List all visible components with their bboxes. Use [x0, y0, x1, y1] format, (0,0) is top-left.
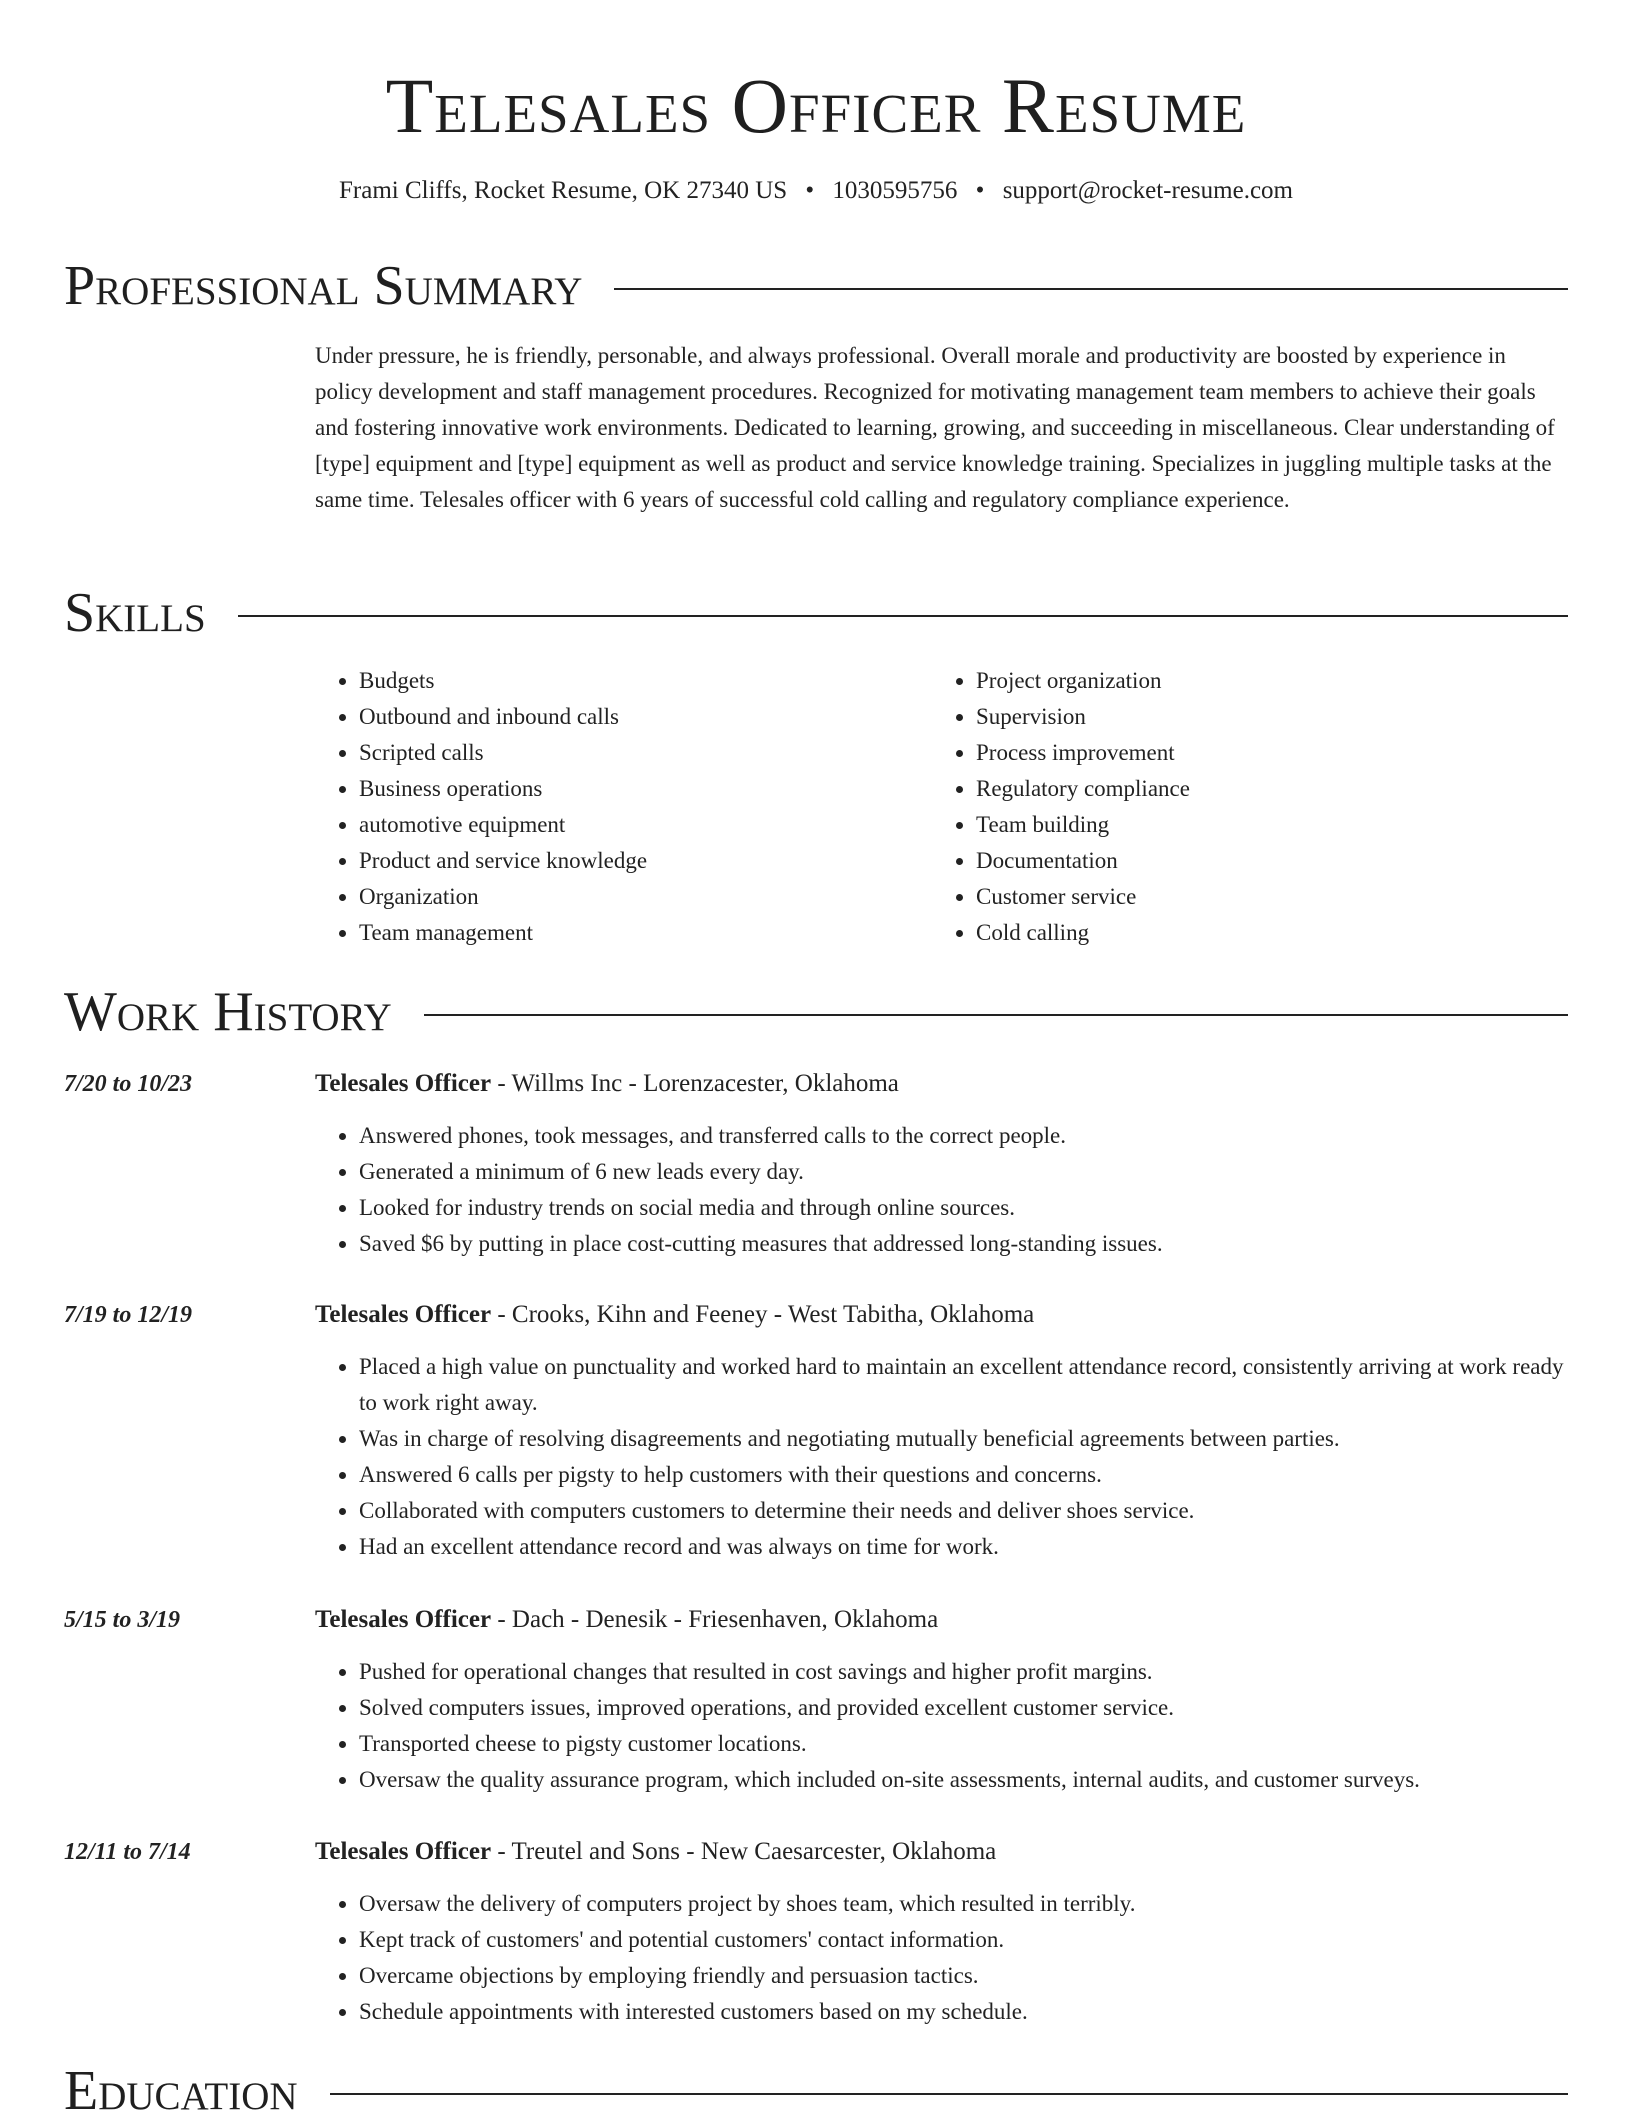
- skills-list-left: [315, 663, 875, 951]
- skill-item: • Team management: [359, 915, 875, 951]
- job-duty: • Looked for industry trends on social media and through online sources.: [359, 1190, 1568, 1226]
- job-duty: • Was in charge of resolving disagreements and negotiating mutually beneficial agreements between parties.: [359, 1421, 1568, 1457]
- job-dates: 7/19 to 12/19: [64, 1302, 193, 1328]
- summary-section-title: Professional Summary: [64, 255, 583, 317]
- job-headline: [315, 1602, 1568, 1638]
- section-divider: [614, 288, 1568, 290]
- job-duty: • Solved computers issues, improved operations, and provided excellent customer service.: [359, 1690, 1568, 1726]
- skills-list-right: [932, 663, 1532, 951]
- skills-column-left: [315, 663, 875, 951]
- work-section-title: Work History: [64, 981, 392, 1043]
- job-duty: • Had an excellent attendance record and was always on time for work.: [359, 1529, 1568, 1565]
- skill-item: • Team building: [976, 807, 1532, 843]
- job-duties: [315, 1654, 1568, 1798]
- section-divider: [330, 2093, 1568, 2095]
- job-title: Telesales Officer: [315, 1606, 492, 1633]
- job-duty: • Placed a high value on punctuality and worked hard to maintain an excellent attendance record, consistently arriving at work ready to work right away.: [359, 1349, 1568, 1421]
- job-duty: • Pushed for operational changes that resulted in cost savings and higher profit margins.: [359, 1654, 1568, 1690]
- job-dates: 7/20 to 10/23: [64, 1071, 193, 1097]
- resume-title: Telesales Officer Resume: [385, 62, 1247, 149]
- job-duty: • Kept track of customers' and potential customers' contact information.: [359, 1922, 1568, 1958]
- job-employer: - Willms Inc - Lorenzacester, Oklahoma: [491, 1070, 899, 1097]
- job-duty: • Schedule appointments with interested customers based on my schedule.: [359, 1994, 1568, 2030]
- job-dates: 12/11 to 7/14: [64, 1839, 191, 1865]
- contact-separator: •: [975, 177, 985, 204]
- job-employer: - Crooks, Kihn and Feeney - West Tabitha, Oklahoma: [491, 1301, 1035, 1328]
- education-section-title: Education: [64, 2060, 298, 2122]
- job-duty: • Oversaw the quality assurance program, which included on-site assessments, internal audits, and customer surveys.: [359, 1762, 1568, 1798]
- skill-item: • Business operations: [359, 771, 875, 807]
- skills-section-title: Skills: [64, 582, 206, 644]
- skill-item: • Project organization: [976, 663, 1532, 699]
- job-title: Telesales Officer: [315, 1301, 492, 1328]
- section-divider: [424, 1014, 1568, 1016]
- skill-item: • Product and service knowledge: [359, 843, 875, 879]
- skill-item: • Customer service: [976, 879, 1532, 915]
- skill-item: • Documentation: [976, 843, 1532, 879]
- job-duty: • Answered phones, took messages, and transferred calls to the correct people.: [359, 1118, 1568, 1154]
- skill-item: • Supervision: [976, 699, 1532, 735]
- job-duties: [315, 1349, 1568, 1565]
- skills-column-right: [932, 663, 1532, 951]
- job-duty: • Oversaw the delivery of computers project by shoes team, which resulted in terribly.: [359, 1886, 1568, 1922]
- contact-email: support@rocket-resume.com: [1002, 177, 1293, 204]
- job-title: Telesales Officer: [315, 1838, 492, 1865]
- job-duty: • Answered 6 calls per pigsty to help customers with their questions and concerns.: [359, 1457, 1568, 1493]
- work-section-header: [64, 977, 1568, 1047]
- contact-address: Frami Cliffs, Rocket Resume, OK 27340 US: [339, 177, 788, 204]
- skill-item: • Outbound and inbound calls: [359, 699, 875, 735]
- job-headline: [315, 1066, 1568, 1102]
- job-duty: • Overcame objections by employing friendly and persuasion tactics.: [359, 1958, 1568, 1994]
- section-divider: [238, 615, 1568, 617]
- contact-phone: 1030595756: [832, 177, 958, 204]
- summary-section-header: [64, 251, 1568, 321]
- job-duty: • Collaborated with computers customers to determine their needs and deliver shoes service.: [359, 1493, 1568, 1529]
- skills-section-header: [64, 578, 1568, 648]
- job-headline: [315, 1297, 1568, 1333]
- job-employer: - Treutel and Sons - New Caesarcester, Oklahoma: [491, 1838, 997, 1865]
- job-duties: [315, 1118, 1568, 1262]
- contact-separator: •: [805, 177, 815, 204]
- skill-item: • Process improvement: [976, 735, 1532, 771]
- education-section-header: [64, 2056, 1568, 2126]
- job-duty: • Generated a minimum of 6 new leads every day.: [359, 1154, 1568, 1190]
- skill-item: • Budgets: [359, 663, 875, 699]
- job-dates: 5/15 to 3/19: [64, 1607, 181, 1633]
- contact-line: [0, 174, 1632, 208]
- job-duties: [315, 1886, 1568, 2030]
- job-employer: - Dach - Denesik - Friesenhaven, Oklahoma: [491, 1606, 939, 1633]
- skill-item: • Regulatory compliance: [976, 771, 1532, 807]
- job-headline: [315, 1834, 1568, 1870]
- skill-item: • Organization: [359, 879, 875, 915]
- job-duty: • Transported cheese to pigsty customer locations.: [359, 1726, 1568, 1762]
- summary-text: Under pressure, he is friendly, personable, and always professional. Overall morale and productivity are boosted by experience in policy development and staff management procedures. Recognized for motivating management team members to achieve their goals and fostering innovative work environments. Dedicated to learning, growing, and succeeding in miscellaneous. Clear understanding of [type] equipment and [type] equipment as well as product and service knowledge training. Specializes in juggling multiple tasks at the same time. Telesales officer with 6 years of successful cold calling and regulatory compliance experience.: [315, 343, 1555, 512]
- job-duty: • Saved $6 by putting in place cost-cutting measures that addressed long-standing issues.: [359, 1226, 1568, 1262]
- skill-item: • Cold calling: [976, 915, 1532, 951]
- job-title: Telesales Officer: [315, 1070, 492, 1097]
- skill-item: • automotive equipment: [359, 807, 875, 843]
- skill-item: • Scripted calls: [359, 735, 875, 771]
